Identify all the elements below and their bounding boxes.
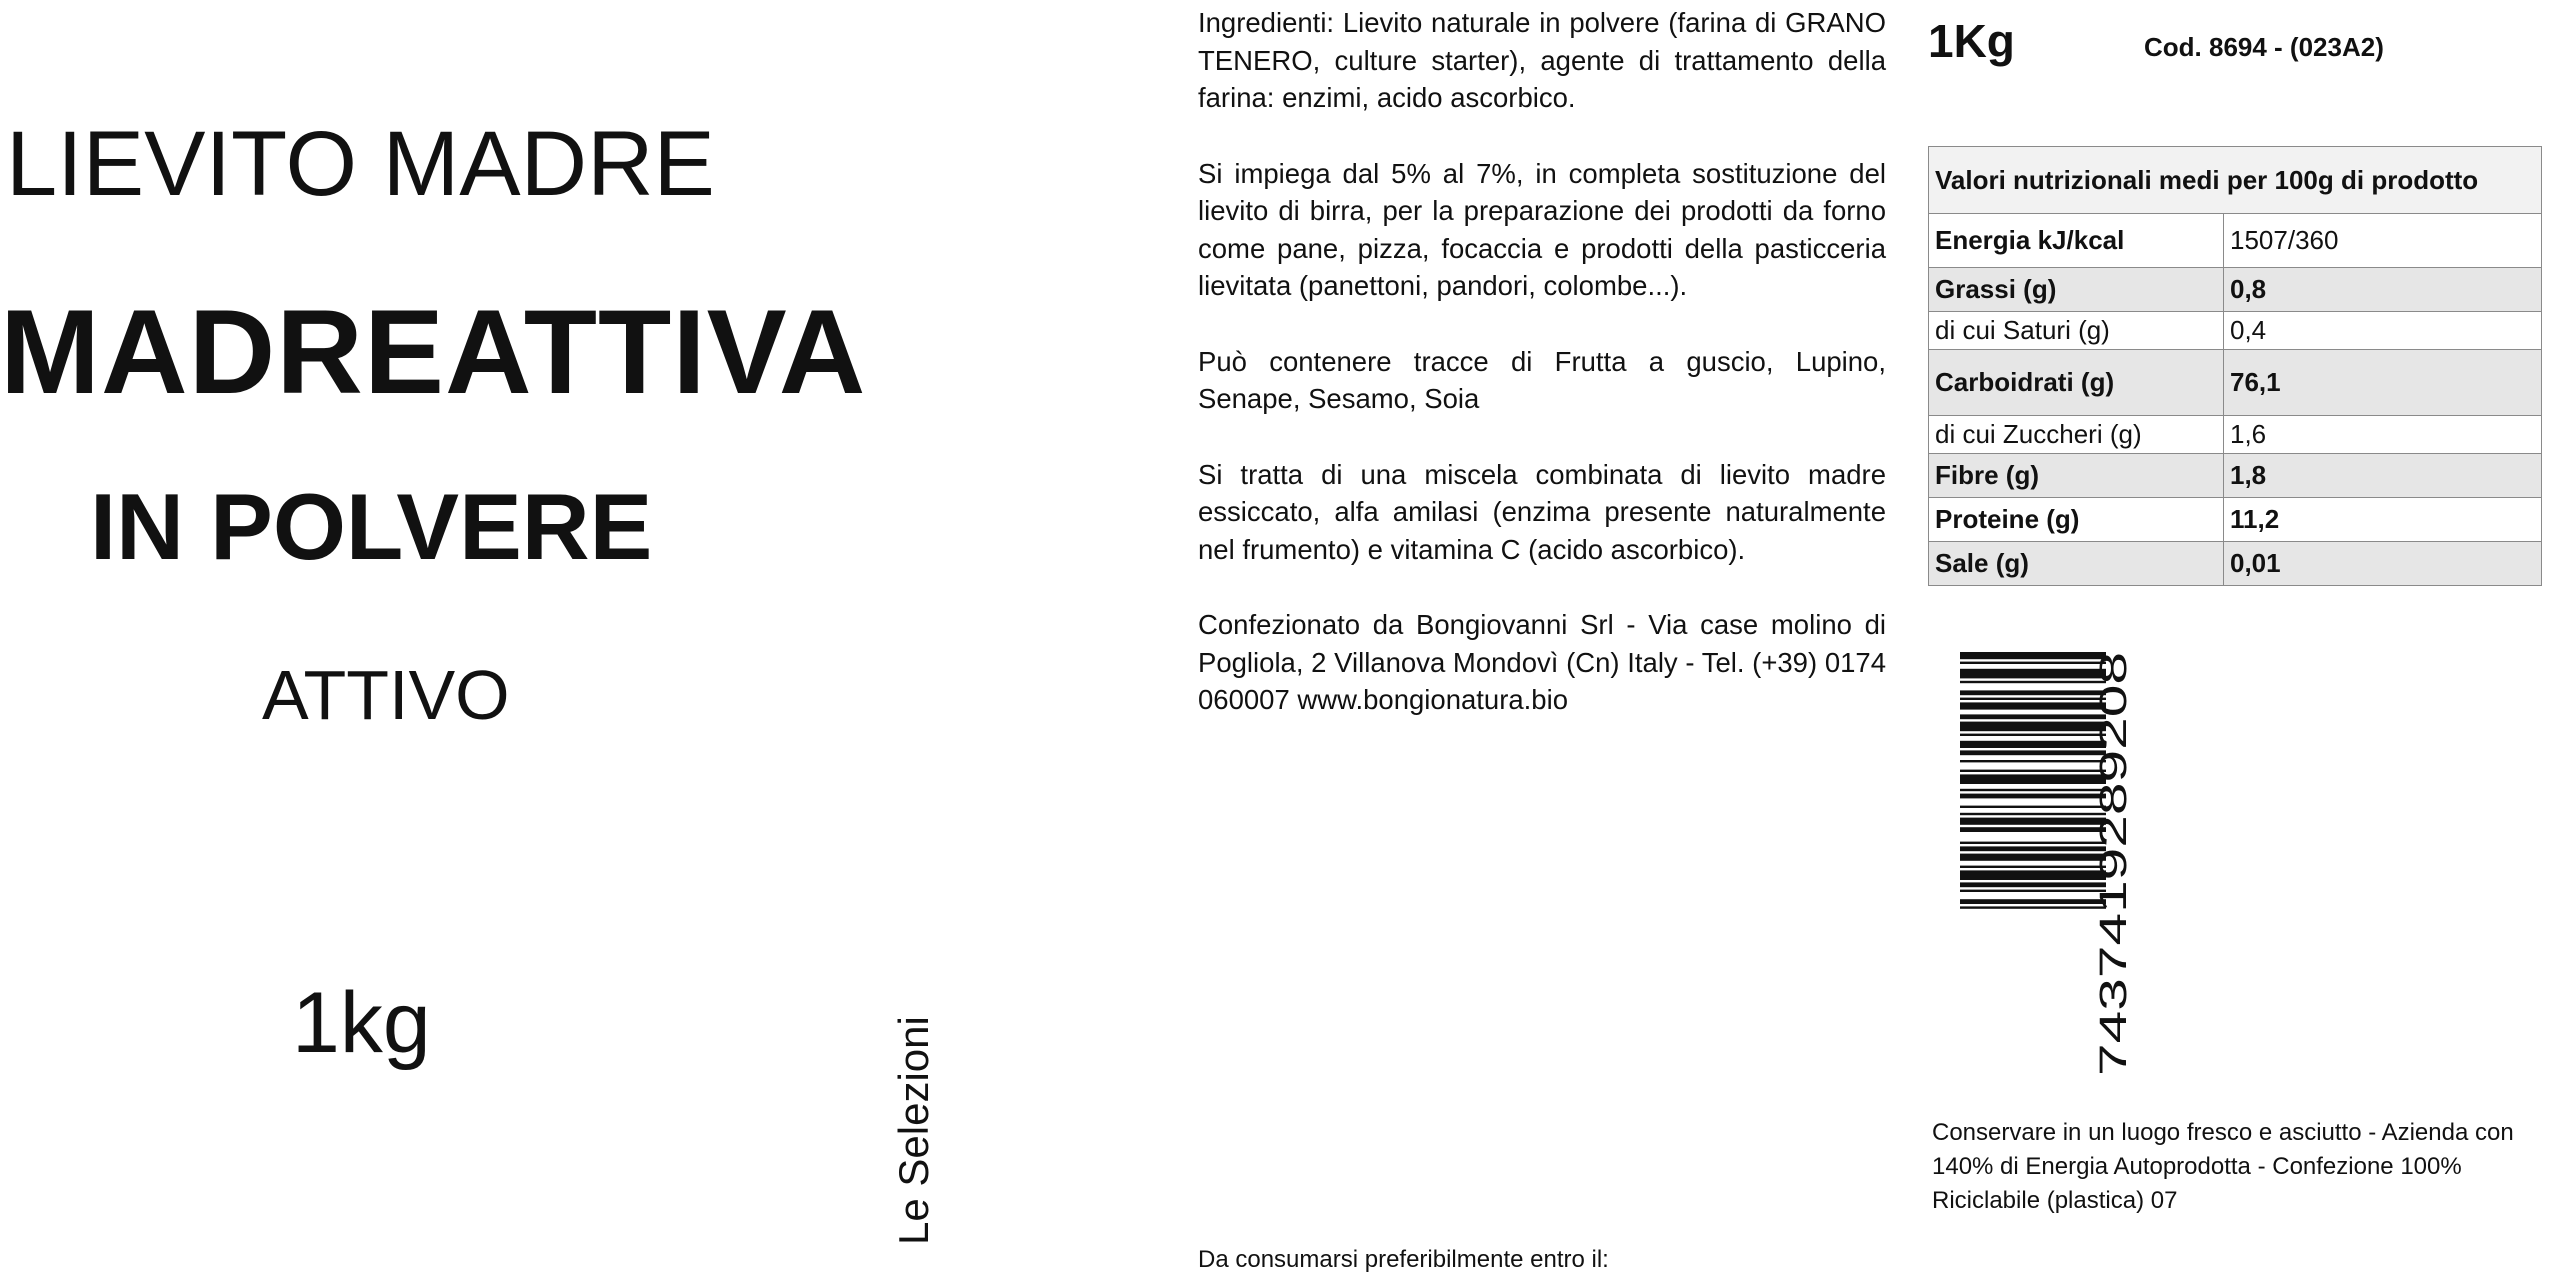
nutrition-label: Carboidrati (g) — [1929, 350, 2224, 416]
nutrition-label: Fibre (g) — [1929, 454, 2224, 498]
nutrition-row — [1929, 542, 2542, 586]
nutrition-table — [1928, 146, 2542, 586]
nutrition-row — [1929, 214, 2542, 268]
product-name-line4: ATTIVO — [262, 656, 510, 734]
nutrition-value: 1,8 — [2224, 454, 2542, 498]
barcode — [1960, 650, 2140, 1080]
nutrition-value: 0,8 — [2224, 268, 2542, 312]
nutrition-label: Energia kJ/kcal — [1929, 214, 2224, 268]
nutrition-value: 11,2 — [2224, 498, 2542, 542]
nutrition-label: Sale (g) — [1929, 542, 2224, 586]
nutrition-row — [1929, 498, 2542, 542]
barcode-number: 7437419289208 — [2093, 801, 2135, 1076]
nutrition-value: 1,6 — [2224, 416, 2542, 454]
nutrition-title: Valori nutrizionali medi per 100g di prodotto — [1929, 147, 2542, 214]
nutrition-row — [1929, 350, 2542, 416]
nutrition-row — [1929, 268, 2542, 312]
description-text: Si tratta di una miscela combinata di lievito madre essiccato, alfa amilasi (enzima presente naturalmente nel frumento) e vitamina C (acido ascorbico). — [1198, 458, 1886, 565]
net-weight: 1Kg — [1928, 15, 2015, 67]
nutrition-table-header — [1929, 147, 2542, 214]
nutrition-row — [1929, 416, 2542, 454]
product-brand-title: MADREATTIVA — [0, 285, 867, 419]
product-name-line1: LIEVITO MADRE — [6, 113, 715, 215]
ingredients-text: Ingredienti: Lievito naturale in polvere (farina di GRANO TENERO, culture starter), agente di trattamento della farina: enzimi, acido ascorbico. — [1198, 7, 1886, 113]
nutrition-value: 1507/360 — [2224, 214, 2542, 268]
nutrition-row — [1929, 454, 2542, 498]
usage-text: Si impiega dal 5% al 7%, in completa sostituzione del lievito di birra, per la preparazione dei prodotti da forno come pane, pizza, focaccia e prodotti della pasticceria lievitata (panettoni, pandori, colombe...). — [1198, 157, 1886, 301]
nutrition-label: Proteine (g) — [1929, 498, 2224, 542]
nutrition-label: Grassi (g) — [1929, 268, 2224, 312]
label-text-column — [1198, 4, 1886, 757]
barcode-bars — [1960, 652, 2106, 909]
nutrition-label: di cui Saturi (g) — [1929, 312, 2224, 350]
nutrition-value: 76,1 — [2224, 350, 2542, 416]
storage-notes: Conservare in un luogo fresco e asciutto - Azienda con 140% di Energia Autoprodotta - Confezione 100% Riciclabile (plastica) 07 — [1932, 1119, 2514, 1214]
allergens-text: Può contenere tracce di Frutta a guscio, Lupino, Senape, Sesamo, Soia — [1198, 345, 1886, 414]
nutrition-label: di cui Zuccheri (g) — [1929, 416, 2224, 454]
nutrition-value: 0,01 — [2224, 542, 2542, 586]
series-label-vertical: Le Selezioni — [890, 1016, 937, 1245]
best-before-text: Da consumarsi preferibilmente entro il: — [1198, 1246, 1609, 1273]
product-name-line3: IN POLVERE — [90, 474, 653, 579]
producer-text: Confezionato da Bongiovanni Srl - Via case molino di Pogliola, 2 Villanova Mondovì (Cn) Italy - Tel. (+39) 0174 060007 www.bongionatura.bio — [1198, 609, 1886, 715]
nutrition-value: 0,4 — [2224, 312, 2542, 350]
product-weight: 1kg — [292, 975, 431, 1071]
nutrition-row — [1929, 312, 2542, 350]
product-code: Cod. 8694 - (023A2) — [2144, 32, 2384, 62]
